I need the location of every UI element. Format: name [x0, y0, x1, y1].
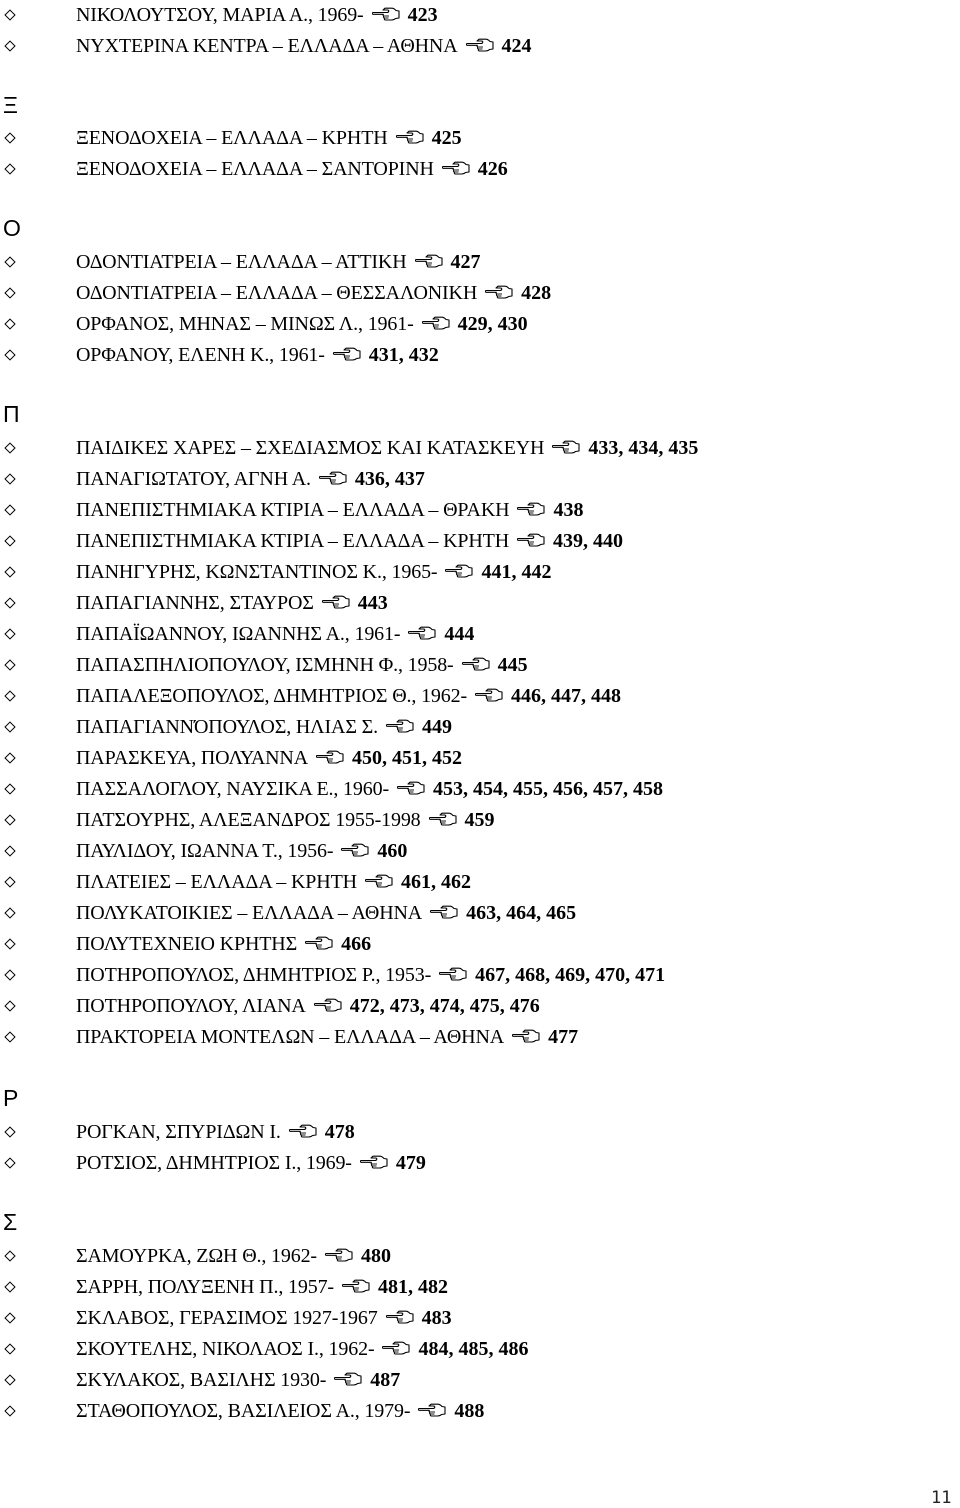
- entry-pages: 428: [521, 281, 552, 304]
- diamond-bullet-icon: [4, 535, 16, 547]
- entry-pages: 477: [548, 1025, 579, 1048]
- pointing-hand-icon: [517, 502, 545, 521]
- pointing-hand-icon: [397, 781, 425, 800]
- pointing-hand-icon: [396, 130, 424, 149]
- section-letter: Σ: [3, 1209, 18, 1235]
- entry-name: ΠΑΝΕΠΙΣΤΗΜΙΑΚΑ ΚΤΙΡΙΑ – ΕΛΛΑΔΑ – ΘΡΑΚΗ: [76, 498, 510, 521]
- section-letter: Π: [3, 401, 20, 427]
- index-entry: [0, 929, 371, 959]
- diamond-bullet-icon: [4, 256, 16, 268]
- index-entry: [0, 154, 508, 184]
- index-entry: [0, 1303, 452, 1333]
- entry-pages: 425: [431, 126, 462, 149]
- entry-name: ΣΤΑΘΟΠΟΥΛΟΣ, ΒΑΣΙΛΕΙΟΣ Α., 1979-: [76, 1399, 411, 1422]
- entry-name: ΝΥΧΤΕΡΙΝΑ ΚΕΝΤΡΑ – ΕΛΛΑΔΑ – ΑΘΗΝΑ: [76, 34, 458, 57]
- index-entry: [0, 836, 407, 866]
- index-entry: [0, 0, 438, 30]
- entry-pages: 426: [477, 157, 508, 180]
- pointing-hand-icon: [325, 1248, 353, 1267]
- index-entry: [0, 1148, 426, 1178]
- pointing-hand-icon: [333, 347, 361, 366]
- entry-pages: 423: [407, 3, 438, 26]
- entry-name: ΠΑΥΛΙΔΟΥ, ΙΩΑΝΝΑ Τ., 1956-: [76, 839, 334, 862]
- pointing-hand-icon: [386, 1310, 414, 1329]
- entry-pages: 444: [444, 622, 475, 645]
- entry-name: ΟΡΦΑΝΟΥ, ΕΛΕΝΗ Κ., 1961-: [76, 343, 325, 366]
- pointing-hand-icon: [386, 719, 414, 738]
- index-entry: [0, 278, 551, 308]
- index-entry: [0, 340, 439, 370]
- entry-pages: 453, 454, 455, 456, 457, 458: [432, 777, 663, 800]
- index-entry: [0, 712, 452, 742]
- diamond-bullet-icon: [4, 1157, 16, 1169]
- pointing-hand-icon: [445, 564, 473, 583]
- entry-name: ΠΑΣΣΑΛΟΓΛΟΥ, ΝΑΥΣΙΚΑ Ε., 1960-: [76, 777, 389, 800]
- section-letter: Ξ: [3, 92, 18, 118]
- pointing-hand-icon: [365, 874, 393, 893]
- pointing-hand-icon: [342, 1279, 370, 1298]
- entry-name: ΠΑΝΕΠΙΣΤΗΜΙΑΚΑ ΚΤΙΡΙΑ – ΕΛΛΑΔΑ – ΚΡΗΤΗ: [76, 529, 510, 552]
- entry-pages: 450, 451, 452: [352, 746, 463, 769]
- entry-pages: 472, 473, 474, 475, 476: [349, 994, 540, 1017]
- diamond-bullet-icon: [4, 9, 16, 21]
- pointing-hand-icon: [316, 750, 344, 769]
- pointing-hand-icon: [322, 595, 350, 614]
- index-entry: [0, 619, 474, 649]
- pointing-hand-icon: [475, 688, 503, 707]
- diamond-bullet-icon: [4, 132, 16, 144]
- section-letter: Ο: [3, 215, 21, 241]
- diamond-bullet-icon: [4, 938, 16, 950]
- pointing-hand-icon: [485, 285, 513, 304]
- entry-pages: 449: [422, 715, 453, 738]
- entry-name: ΣΑΡΡΗ, ΠΟΛΥΞΕΝΗ Π., 1957-: [76, 1275, 334, 1298]
- entry-name: ΠΟΤΗΡΟΠΟΥΛΟΣ, ΔΗΜΗΤΡΙΟΣ Ρ., 1953-: [76, 963, 432, 986]
- diamond-bullet-icon: [4, 814, 16, 826]
- pointing-hand-icon: [462, 657, 490, 676]
- diamond-bullet-icon: [4, 442, 16, 454]
- entry-pages: 480: [360, 1244, 391, 1267]
- index-entry: [0, 1365, 400, 1395]
- entry-name: ΠΛΑΤΕΙΕΣ – ΕΛΛΑΔΑ – ΚΡΗΤΗ: [76, 870, 357, 893]
- entry-pages: 460: [377, 839, 408, 862]
- entry-name: ΠΟΤΗΡΟΠΟΥΛΟΥ, ΛΙΑΝΑ: [76, 994, 306, 1017]
- index-entry: [0, 495, 583, 525]
- entry-pages: 487: [370, 1368, 401, 1391]
- entry-pages: 463, 464, 465: [466, 901, 577, 924]
- entry-name: ΠΟΛΥΤΕΧΝΕΙΟ ΚΡΗΤΗΣ: [76, 932, 298, 955]
- diamond-bullet-icon: [4, 1000, 16, 1012]
- index-entry: [0, 867, 471, 897]
- entry-name: ΠΑΠΑΛΕΞΟΠΟΥΛΟΣ, ΔΗΜΗΤΡΙΟΣ Θ., 1962-: [76, 684, 467, 707]
- entry-name: ΞΕΝΟΔΟΧΕΙΑ – ΕΛΛΑΔΑ – ΚΡΗΤΗ: [76, 126, 388, 149]
- index-entry: [0, 526, 623, 556]
- pointing-hand-icon: [360, 1155, 388, 1174]
- pointing-hand-icon: [418, 1403, 446, 1422]
- entry-name: ΠΑΡΑΣΚΕΥΑ, ΠΟΛΥΑΝΝΑ: [76, 746, 309, 769]
- entry-pages: 481, 482: [377, 1275, 448, 1298]
- diamond-bullet-icon: [4, 1250, 16, 1262]
- entry-pages: 424: [501, 34, 532, 57]
- diamond-bullet-icon: [4, 752, 16, 764]
- diamond-bullet-icon: [4, 349, 16, 361]
- pointing-hand-icon: [305, 936, 333, 955]
- pointing-hand-icon: [439, 967, 467, 986]
- diamond-bullet-icon: [4, 163, 16, 175]
- diamond-bullet-icon: [4, 287, 16, 299]
- entry-pages: 429, 430: [457, 312, 528, 335]
- pointing-hand-icon: [512, 1029, 540, 1048]
- index-entry: [0, 805, 495, 835]
- index-entry: [0, 774, 663, 804]
- diamond-bullet-icon: [4, 1281, 16, 1293]
- index-entry: [0, 650, 528, 680]
- pointing-hand-icon: [319, 471, 347, 490]
- entry-name: ΠΑΠΑΓΙΑΝΝΌΠΟΥΛΟΣ, ΗΛΙΑΣ Σ.: [76, 715, 379, 738]
- pointing-hand-icon: [289, 1124, 317, 1143]
- diamond-bullet-icon: [4, 566, 16, 578]
- diamond-bullet-icon: [4, 876, 16, 888]
- pointing-hand-icon: [466, 38, 494, 57]
- entry-pages: 466: [341, 932, 372, 955]
- entry-pages: 436, 437: [354, 467, 425, 490]
- diamond-bullet-icon: [4, 473, 16, 485]
- index-entry: [0, 898, 576, 928]
- entry-pages: 445: [497, 653, 528, 676]
- entry-name: ΠΡΑΚΤΟΡΕΙΑ ΜΟΝΤΕΛΩΝ – ΕΛΛΑΔΑ – ΑΘΗΝΑ: [76, 1025, 505, 1048]
- entry-pages: 478: [324, 1120, 355, 1143]
- index-entry: [0, 1022, 578, 1052]
- pointing-hand-icon: [552, 440, 580, 459]
- entry-name: ΡΟΤΣΙΟΣ, ΔΗΜΗΤΡΙΟΣ Ι., 1969-: [76, 1151, 352, 1174]
- entry-pages: 459: [464, 808, 495, 831]
- entry-pages: 479: [395, 1151, 426, 1174]
- diamond-bullet-icon: [4, 597, 16, 609]
- diamond-bullet-icon: [4, 1126, 16, 1138]
- pointing-hand-icon: [430, 905, 458, 924]
- diamond-bullet-icon: [4, 1031, 16, 1043]
- entry-pages: 467, 468, 469, 470, 471: [475, 963, 666, 986]
- index-entry: [0, 31, 532, 61]
- entry-name: ΟΔΟΝΤΙΑΤΡΕΙΑ – ΕΛΛΑΔΑ – ΑΤΤΙΚΗ: [76, 250, 407, 273]
- index-entry: [0, 960, 665, 990]
- entry-name: ΝΙΚΟΛΟΥΤΣΟΥ, ΜΑΡΙΑ Α., 1969-: [76, 3, 364, 26]
- entry-pages: 439, 440: [553, 529, 624, 552]
- entry-name: ΠΑΝΗΓΥΡΗΣ, ΚΩΝΣΤΑΝΤΙΝΟΣ Κ., 1965-: [76, 560, 438, 583]
- entry-name: ΣΚΟΥΤΕΛΗΣ, ΝΙΚΟΛΑΟΣ Ι., 1962-: [76, 1337, 375, 1360]
- entry-name: ΠΑΠΑΣΠΗΛΙΟΠΟΥΛΟΥ, ΙΣΜΗΝΗ Φ., 1958-: [76, 653, 454, 676]
- entry-pages: 483: [421, 1306, 452, 1329]
- index-entry: [0, 991, 540, 1021]
- diamond-bullet-icon: [4, 690, 16, 702]
- entry-name: ΣΑΜΟΥΡΚΑ, ΖΩΗ Θ., 1962-: [76, 1244, 317, 1267]
- entry-name: ΠΑΠΑΪΩΑΝΝΟΥ, ΙΩΑΝΝΗΣ Α., 1961-: [76, 622, 401, 645]
- entry-pages: 484, 485, 486: [418, 1337, 529, 1360]
- entry-pages: 446, 447, 448: [510, 684, 621, 707]
- pointing-hand-icon: [442, 161, 470, 180]
- index-entry: [0, 1117, 355, 1147]
- pointing-hand-icon: [517, 533, 545, 552]
- entry-name: ΠΑΠΑΓΙΑΝΝΗΣ, ΣΤΑΥΡΟΣ: [76, 591, 314, 614]
- entry-name: ΞΕΝΟΔΟΧΕΙΑ – ΕΛΛΑΔΑ – ΣΑΝΤΟΡΙΝΗ: [76, 157, 434, 180]
- entry-name: ΠΟΛΥΚΑΤΟΙΚΙΕΣ – ΕΛΛΑΔΑ – ΑΘΗΝΑ: [76, 901, 423, 924]
- diamond-bullet-icon: [4, 318, 16, 330]
- diamond-bullet-icon: [4, 1312, 16, 1324]
- diamond-bullet-icon: [4, 907, 16, 919]
- pointing-hand-icon: [314, 998, 342, 1017]
- index-entry: [0, 309, 528, 339]
- pointing-hand-icon: [382, 1341, 410, 1360]
- index-entry: [0, 743, 462, 773]
- entry-pages: 431, 432: [368, 343, 439, 366]
- diamond-bullet-icon: [4, 845, 16, 857]
- diamond-bullet-icon: [4, 659, 16, 671]
- entry-pages: 427: [450, 250, 481, 273]
- pointing-hand-icon: [341, 843, 369, 862]
- diamond-bullet-icon: [4, 1343, 16, 1355]
- diamond-bullet-icon: [4, 783, 16, 795]
- entry-name: ΟΔΟΝΤΙΑΤΡΕΙΑ – ΕΛΛΑΔΑ – ΘΕΣΣΑΛΟΝΙΚΗ: [76, 281, 478, 304]
- index-entry: [0, 681, 621, 711]
- pointing-hand-icon: [429, 812, 457, 831]
- entry-pages: 441, 442: [481, 560, 552, 583]
- diamond-bullet-icon: [4, 40, 16, 52]
- index-entry: [0, 1241, 391, 1271]
- pointing-hand-icon: [372, 7, 400, 26]
- entry-name: ΟΡΦΑΝΟΣ, ΜΗΝΑΣ – ΜΙΝΩΣ Λ., 1961-: [76, 312, 414, 335]
- entry-pages: 461, 462: [400, 870, 471, 893]
- diamond-bullet-icon: [4, 628, 16, 640]
- index-entry: [0, 247, 481, 277]
- entry-pages: 433, 434, 435: [588, 436, 699, 459]
- page-number: 11: [931, 1488, 952, 1508]
- entry-pages: 438: [553, 498, 584, 521]
- index-entry: [0, 588, 388, 618]
- pointing-hand-icon: [334, 1372, 362, 1391]
- pointing-hand-icon: [415, 254, 443, 273]
- diamond-bullet-icon: [4, 504, 16, 516]
- entry-name: ΣΚΛΑΒΟΣ, ΓΕΡΑΣΙΜΟΣ 1927-1967: [76, 1306, 378, 1329]
- index-entry: [0, 1396, 484, 1426]
- pointing-hand-icon: [422, 316, 450, 335]
- index-entry: [0, 557, 551, 587]
- diamond-bullet-icon: [4, 969, 16, 981]
- entry-name: ΠΑΤΣΟΥΡΗΣ, ΑΛΕΞΑΝΔΡΟΣ 1955-1998: [76, 808, 421, 831]
- index-entry: [0, 1334, 528, 1364]
- entry-name: ΡΟΓΚΑΝ, ΣΠΥΡΙΔΩΝ Ι.: [76, 1120, 281, 1143]
- entry-pages: 488: [454, 1399, 485, 1422]
- diamond-bullet-icon: [4, 721, 16, 733]
- diamond-bullet-icon: [4, 1374, 16, 1386]
- index-entry: [0, 464, 425, 494]
- pointing-hand-icon: [408, 626, 436, 645]
- section-letter: Ρ: [3, 1085, 19, 1111]
- entry-name: ΠΑΝΑΓΙΩΤΑΤΟΥ, ΑΓΝΗ Α.: [76, 467, 311, 490]
- index-entry: [0, 1272, 448, 1302]
- entry-name: ΠΑΙΔΙΚΕΣ ΧΑΡΕΣ – ΣΧΕΔΙΑΣΜΟΣ ΚΑΙ ΚΑΤΑΣΚΕΥΗ: [76, 436, 545, 459]
- diamond-bullet-icon: [4, 1405, 16, 1417]
- entry-name: ΣΚΥΛΑΚΟΣ, ΒΑΣΙΛΗΣ 1930-: [76, 1368, 327, 1391]
- entry-pages: 443: [357, 591, 388, 614]
- index-entry: [0, 123, 462, 153]
- index-entry: [0, 433, 698, 463]
